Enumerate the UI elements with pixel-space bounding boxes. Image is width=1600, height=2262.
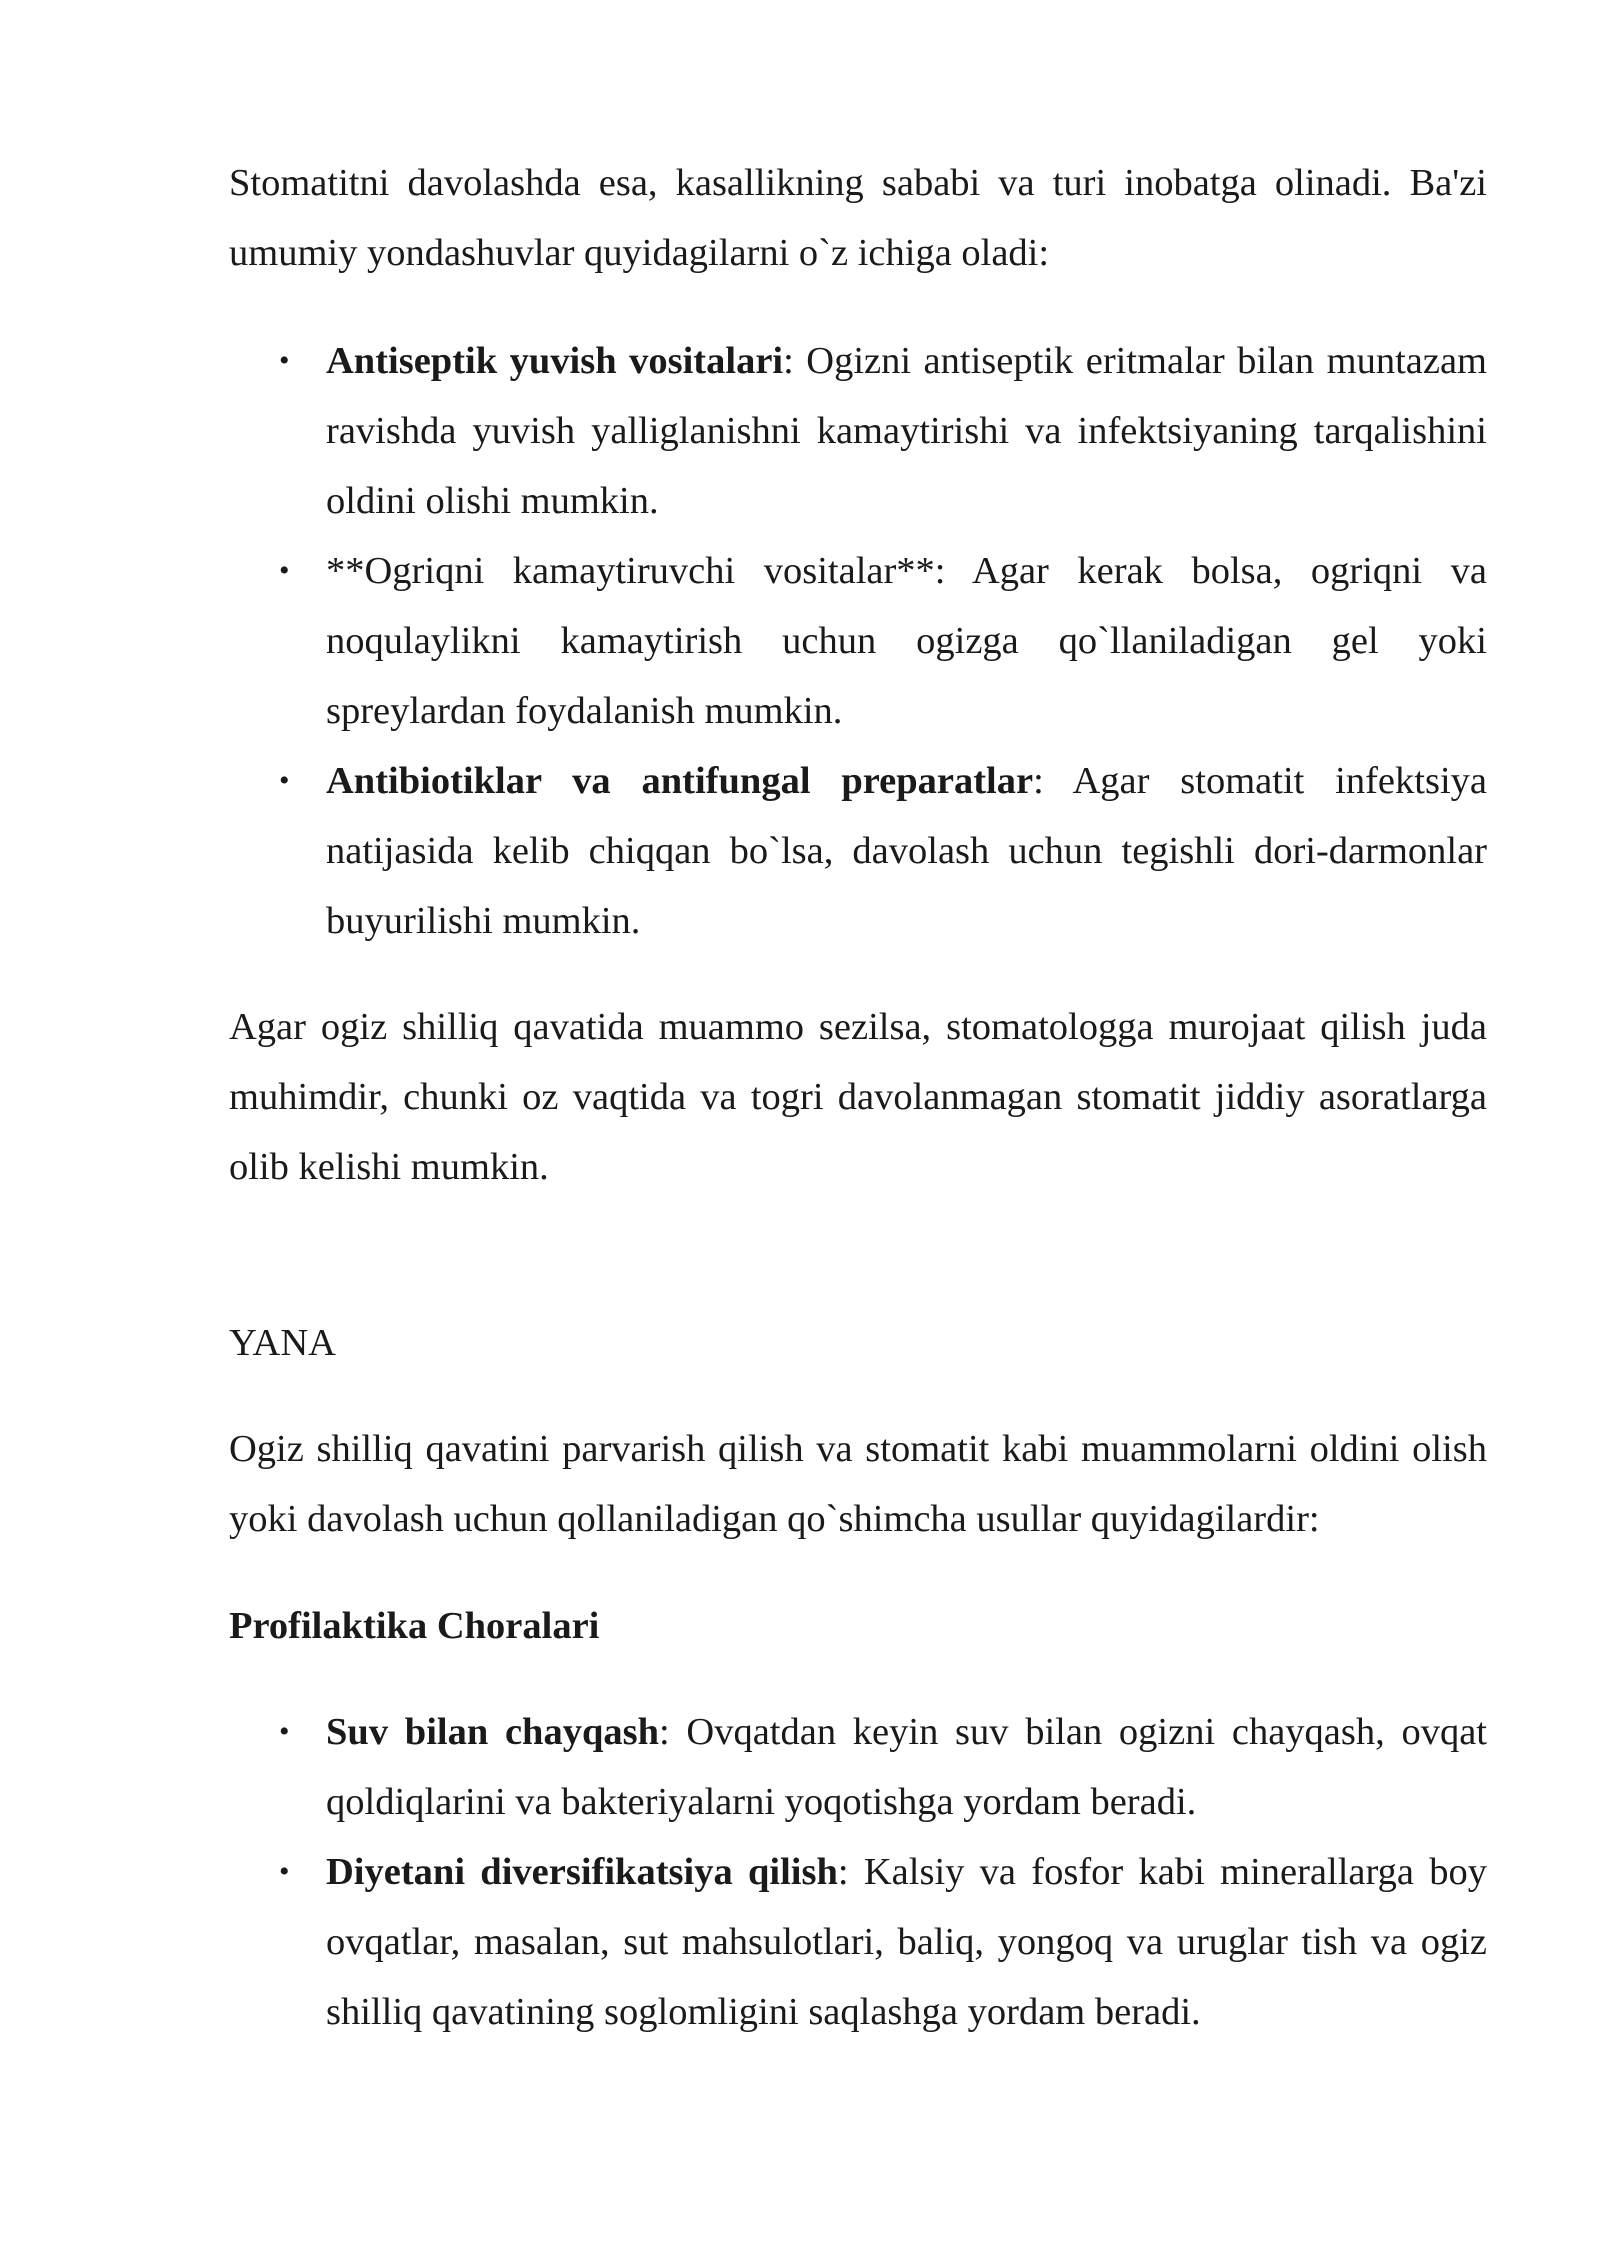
list-item-text: **Ogriqni kamaytiruvchi vositalar**: Agar kerak bolsa, ogriqni va noqulaylikni kamaytirish uchun ogizga qo`llaniladigan gel yoki spreylardan foydalanish mumkin. (326, 550, 1487, 732)
list-item-term: Antiseptik yuvish vositalari (326, 340, 784, 382)
list-item (229, 1837, 1487, 2047)
conclusion-paragraph: Agar ogiz shilliq qavatida muammo sezilsa, stomatologga murojaat qilish juda muhimdir, chunki oz vaqtida va togri davolanmagan stomatit jiddiy asoratlarga olib kelishi mumkin. (229, 1006, 1487, 1188)
list-item-text: : Kalsiy va fosfor kabi minerallarga boy ovqatlar, masalan, sut mahsulotlari, baliq, yongoq va uruglar tish va ogiz shilliq qavatining soglomligini saqlashga yordam beradi. (326, 1851, 1487, 2033)
list-item-term: Diyetani diversifikatsiya qilish (326, 1851, 838, 1893)
list-item-text: : Ovqatdan keyin suv bilan ogizni chayqash, ovqat qoldiqlarini va bakteriyalarni yoqotishga yordam beradi. (326, 1711, 1487, 1823)
document-page (229, 148, 1487, 2047)
list-item-text: : Ogizni antiseptik eritmalar bilan muntazam ravishda yuvish yalliglanishni kamaytirishi va infektsiyaning tarqalishini oldini olishi mumkin. (326, 340, 1487, 522)
list-item (229, 326, 1487, 536)
bullet-icon: • (279, 344, 290, 377)
bullet-icon: • (279, 554, 290, 587)
intro-paragraph: Stomatitni davolashda esa, kasallikning sababi va turi inobatga olinadi. Ba'zi umumiy yondashuvlar quyidagilarni o`z ichiga oladi: (229, 162, 1487, 274)
bullet-icon: • (279, 764, 290, 797)
list-item (229, 536, 1487, 746)
treatment-list (229, 326, 1487, 956)
yana-intro-paragraph: Ogiz shilliq qavatini parvarish qilish va stomatit kabi muammolarni oldini olish yoki davolash uchun qollaniladigan qo`shimcha usullar quyidagilardir: (229, 1428, 1487, 1540)
list-item (229, 1697, 1487, 1837)
list-item-term: Antibiotiklar va antifungal preparatlar (326, 760, 1034, 802)
list-item (229, 746, 1487, 956)
prevention-list (229, 1697, 1487, 2047)
bullet-icon: • (279, 1855, 290, 1888)
list-item-text: : Agar stomatit infektsiya natijasida kelib chiqqan bo`lsa, davolash uchun tegishli dori-darmonlar buyurilishi mumkin. (326, 760, 1487, 942)
section-heading-prevention: Profilaktika Choralari (229, 1605, 600, 1647)
list-item-term: Suv bilan chayqash (326, 1711, 660, 1753)
section-heading-yana: YANA (229, 1322, 336, 1364)
bullet-icon: • (279, 1715, 290, 1748)
